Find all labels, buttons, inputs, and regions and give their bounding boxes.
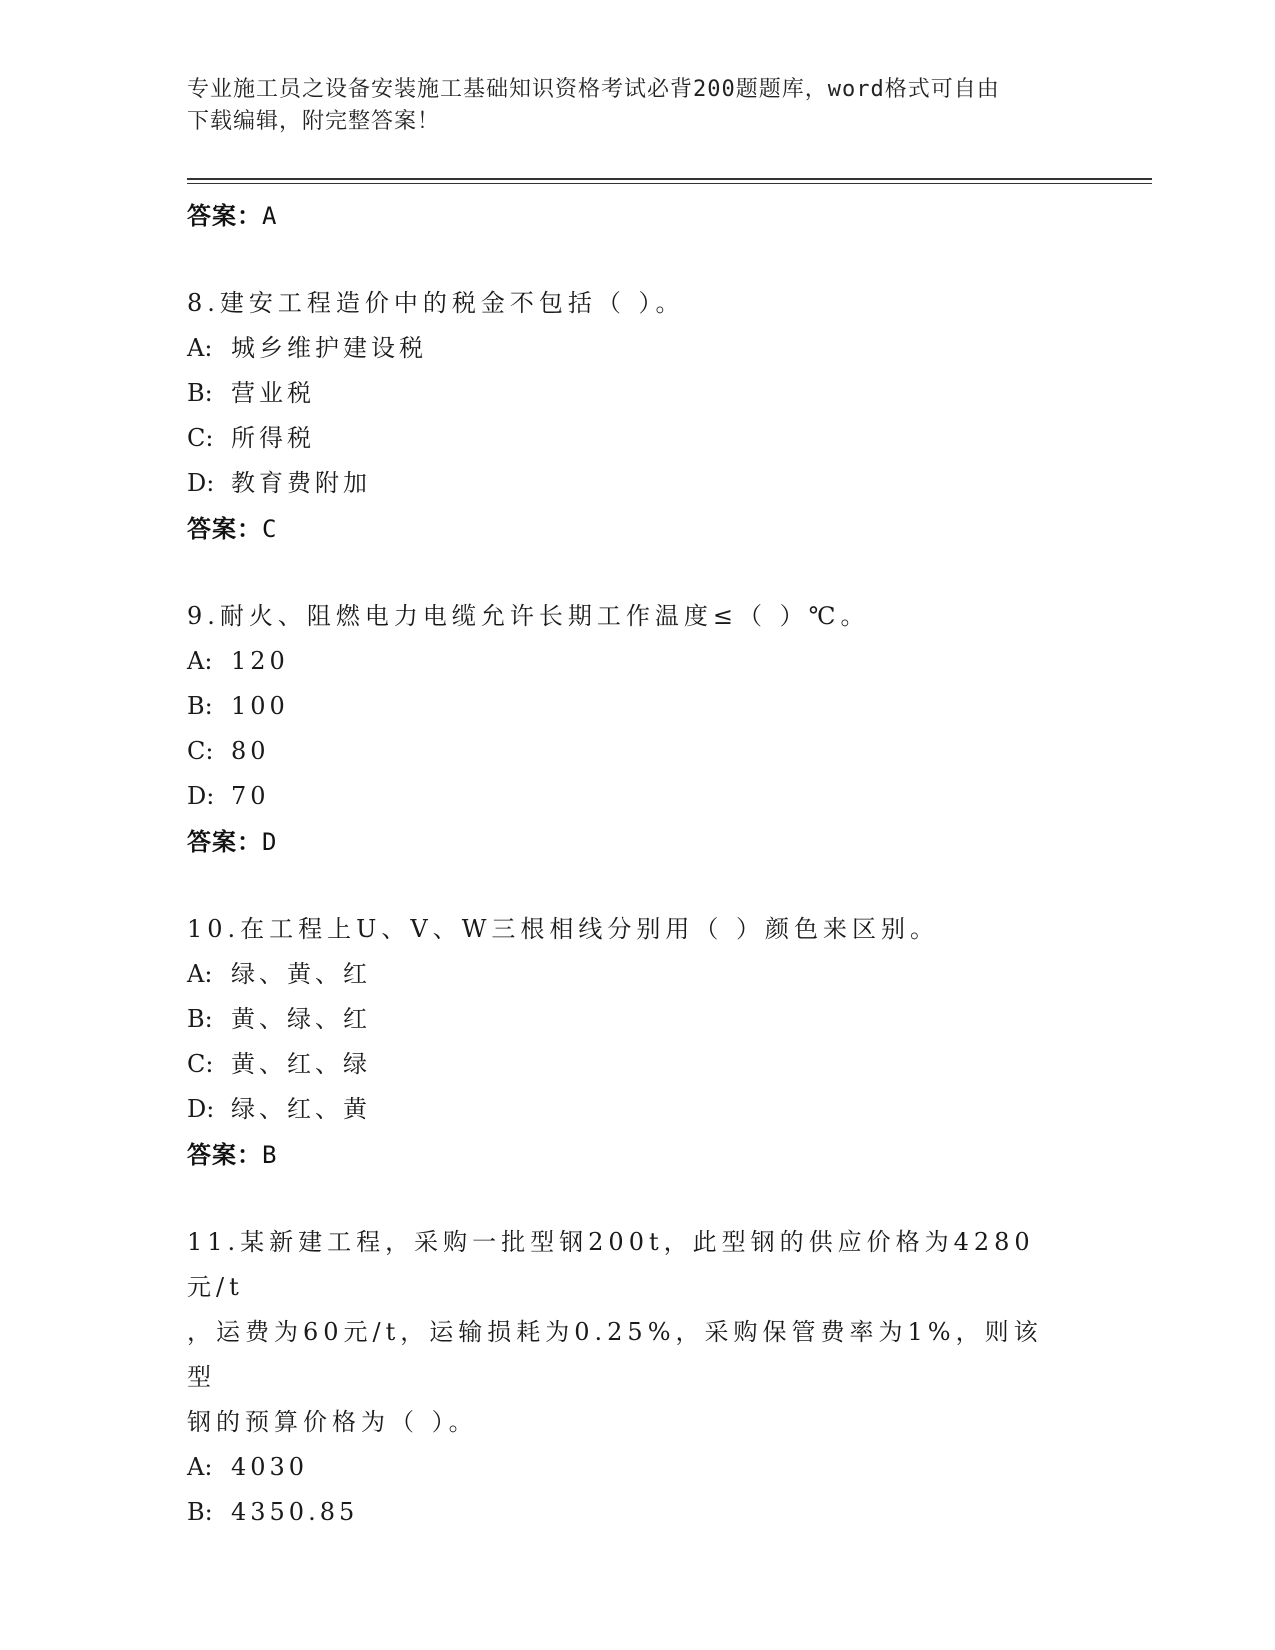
question-text: 钢的预算价格为（ ）。 — [187, 1408, 478, 1436]
answer-value: A — [262, 202, 278, 230]
answer-line — [187, 819, 1067, 865]
question-text: 10.在工程上U、V、W三根相线分别用（ ）颜色来区别。 — [187, 915, 940, 943]
option-key: B: — [187, 379, 213, 407]
option-key: B: — [187, 1498, 213, 1526]
option-text: 黄、绿、红 — [231, 1005, 371, 1033]
option-key: B: — [187, 1005, 213, 1033]
option-text: 100 — [231, 692, 289, 720]
option-key: A: — [187, 1453, 213, 1481]
question-text: 9.耐火、阻燃电力电缆允许长期工作温度≤（ ）℃。 — [187, 602, 870, 630]
question-spacer — [187, 1178, 1067, 1220]
answer-label: 答案： — [187, 1141, 262, 1169]
header-rule-thick — [187, 178, 1152, 180]
question-text: 8.建安工程造价中的税金不包括（ ）。 — [187, 289, 685, 317]
option-key: C: — [187, 737, 214, 765]
answer-label: 答案： — [187, 202, 262, 230]
answer-line — [187, 506, 1067, 552]
answer-value: B — [262, 1141, 278, 1169]
question-text: 11.某新建工程，采购一批型钢200t，此型钢的供应价格为4280元/t — [187, 1228, 1035, 1301]
option-key: D: — [187, 782, 215, 810]
option-text: 绿、黄、红 — [231, 960, 371, 988]
option-key: A: — [187, 647, 213, 675]
option-row — [187, 416, 1067, 461]
question-text: ，运费为60元/t，运输损耗为0.25%，采购保管费率为1%，则该型 — [187, 1318, 1043, 1391]
question-block — [187, 907, 1067, 1178]
option-row — [187, 326, 1067, 371]
header-line-2: 下载编辑，附完整答案！ — [187, 109, 441, 134]
option-row — [187, 1087, 1067, 1132]
option-row — [187, 1445, 1067, 1490]
answer-value: D — [262, 828, 278, 856]
question-block — [187, 281, 1067, 552]
option-row — [187, 997, 1067, 1042]
answer-value: C — [262, 515, 278, 543]
option-text: 4350.85 — [231, 1498, 359, 1526]
option-row — [187, 952, 1067, 997]
option-text: 所得税 — [231, 424, 315, 452]
option-text: 黄、红、绿 — [231, 1050, 371, 1078]
option-text: 4030 — [231, 1453, 309, 1481]
option-text: 教育费附加 — [231, 469, 371, 497]
option-key: D: — [187, 469, 215, 497]
option-row — [187, 774, 1067, 819]
question-spacer — [187, 239, 1067, 281]
option-text: 城乡维护建设税 — [231, 334, 427, 362]
option-row — [187, 371, 1067, 416]
option-key: C: — [187, 1050, 214, 1078]
header-line-1: 专业施工员之设备安装施工基础知识资格考试必背200题题库，word格式可自由 — [187, 77, 1000, 102]
question-list — [187, 193, 1067, 1535]
option-row — [187, 729, 1067, 774]
option-row — [187, 1490, 1067, 1535]
option-key: B: — [187, 692, 213, 720]
answer-label: 答案： — [187, 828, 262, 856]
answer-line — [187, 1132, 1067, 1178]
option-text: 120 — [231, 647, 289, 675]
question-block — [187, 594, 1067, 865]
previous-answer — [187, 193, 1067, 239]
option-key: C: — [187, 424, 214, 452]
option-text: 营业税 — [231, 379, 315, 407]
header-rule-thin — [187, 183, 1152, 184]
option-text: 绿、红、黄 — [231, 1095, 371, 1123]
option-key: A: — [187, 960, 213, 988]
document-header — [187, 74, 1067, 138]
option-row — [187, 639, 1067, 684]
option-text: 70 — [231, 782, 270, 810]
question-block — [187, 1220, 1067, 1535]
question-spacer — [187, 865, 1067, 907]
option-row — [187, 461, 1067, 506]
option-text: 80 — [231, 737, 270, 765]
option-key: A: — [187, 334, 213, 362]
answer-label: 答案： — [187, 515, 262, 543]
question-spacer — [187, 552, 1067, 594]
option-row — [187, 1042, 1067, 1087]
option-key: D: — [187, 1095, 215, 1123]
option-row — [187, 684, 1067, 729]
